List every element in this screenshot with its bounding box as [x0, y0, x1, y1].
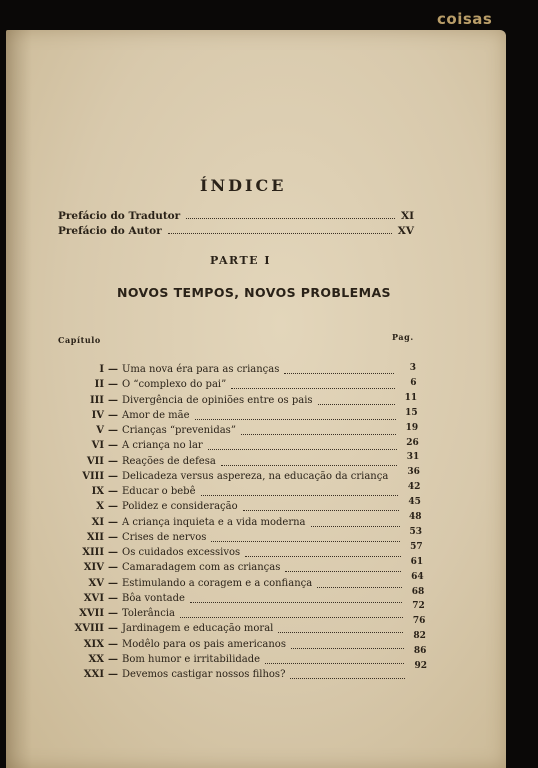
leader-dots: [265, 662, 404, 664]
chapter-page: 42: [407, 482, 421, 493]
toc-row: [48, 482, 428, 500]
chapter-number: XIV: [83, 562, 104, 574]
chapter-page: 48: [408, 512, 422, 522]
chapter-title: Bom humor e irritabilidade: [122, 653, 261, 665]
leader-dots: [290, 677, 405, 679]
dash-separator: —: [108, 516, 118, 528]
toc-row: [48, 512, 428, 531]
chapter-title: Bôa vontade: [122, 592, 185, 604]
leader-dots: [311, 525, 400, 527]
chapter-page: 11: [404, 392, 418, 403]
toc-row: [48, 541, 428, 561]
chapter-title: Devemos castigar nossos filhos?: [122, 669, 286, 680]
chapter-page: 72: [412, 601, 425, 612]
chapter-number: II: [94, 379, 104, 391]
chapter-column-header: Capítulo: [58, 335, 101, 345]
toc-row: [48, 392, 428, 409]
preface-translator-entry: [58, 210, 414, 222]
chapter-title: Polidez e consideração: [122, 501, 238, 513]
toc-row: [48, 631, 428, 653]
index-title: ÍNDICE: [200, 176, 287, 195]
part-label: PARTE I: [210, 254, 271, 267]
leader-dots: [243, 509, 399, 511]
chapter-number: III: [89, 394, 104, 406]
chapter-title: Reações de defesa: [122, 455, 216, 467]
toc-row: [48, 452, 428, 470]
chapter-page: 3: [409, 363, 416, 373]
leader-dots: [317, 586, 402, 588]
preface-translator-page: XI: [400, 210, 414, 222]
chapter-number: X: [96, 501, 104, 513]
chapter-page: 82: [413, 631, 426, 642]
toc-row: [48, 556, 428, 576]
page-gutter-shadow: [6, 30, 32, 768]
toc-row: [48, 364, 428, 378]
dash-separator: —: [108, 653, 118, 665]
chapter-number: XVII: [79, 608, 104, 619]
toc-row: [48, 601, 428, 622]
chapter-title: Camaradagem com as crianças: [122, 562, 281, 574]
chapter-number: XVIII: [74, 623, 104, 635]
preface-author-label: Prefácio do Autor: [58, 225, 162, 237]
dash-separator: —: [108, 455, 118, 467]
leader-dots: [245, 555, 401, 557]
toc-row: [48, 379, 428, 393]
chapter-number: XXI: [83, 669, 104, 680]
leader-dots: [241, 433, 396, 435]
leader-dots: [291, 647, 404, 649]
chapter-number: XIX: [83, 638, 104, 650]
chapter-page: 53: [409, 526, 423, 537]
dash-separator: —: [108, 562, 118, 574]
toc-row: [48, 661, 428, 683]
chapter-number: VI: [91, 440, 104, 452]
toc-row: [48, 616, 428, 637]
chapter-page: 45: [408, 497, 421, 508]
chapter-title: Delicadeza versus aspereza, na educação da criança: [122, 470, 389, 482]
chapter-page: 26: [406, 437, 419, 448]
toc-row: [48, 646, 428, 668]
chapter-title: Amor de mãe: [122, 409, 190, 421]
chapter-page: 61: [410, 556, 424, 567]
chapter-number: V: [96, 425, 104, 436]
page-column-header: Pag.: [392, 332, 414, 342]
leader-dots: [221, 464, 397, 466]
chapter-title: Crianças “prevenidas”: [122, 425, 236, 436]
chapter-title: Jardinagem e educação moral: [122, 623, 274, 635]
chapter-page: 86: [413, 646, 427, 657]
chapter-title: Educar o bebê: [122, 486, 196, 497]
chapter-title: Divergência de opiniões entre os pais: [122, 394, 313, 406]
leader-dots: [285, 570, 401, 572]
leader-dots: [208, 448, 397, 450]
dash-separator: —: [108, 409, 118, 421]
dash-separator: —: [108, 425, 118, 436]
chapter-title: A criança inquieta e a vida moderna: [122, 516, 306, 528]
leader-dots: [284, 372, 394, 374]
chapter-title: A criança no lar: [122, 440, 203, 452]
leader-dots: [211, 540, 400, 542]
chapter-number: VII: [86, 455, 104, 467]
leader-dots: [231, 387, 395, 389]
chapter-page: 92: [414, 661, 427, 671]
chapter-title: Crises de nervos: [122, 531, 207, 543]
chapter-number: XVI: [83, 592, 104, 604]
dash-separator: —: [108, 470, 118, 482]
toc-row: [48, 467, 428, 485]
chapter-page: 36: [407, 467, 420, 478]
leader-dots: [190, 601, 402, 603]
dash-separator: —: [108, 440, 118, 452]
toc-row: [48, 571, 428, 592]
chapter-number: VIII: [82, 470, 104, 482]
preface-translator-label: Prefácio do Tradutor: [58, 210, 181, 222]
chapter-title: Estimulando a coragem e a confiança: [122, 577, 313, 589]
chapter-number: IX: [91, 486, 104, 497]
chapter-page: 6: [410, 377, 417, 388]
chapter-number: XIII: [82, 547, 104, 558]
dash-separator: —: [108, 638, 118, 650]
toc-row: [48, 497, 428, 515]
leader-dots: [168, 232, 392, 234]
toc-row: [48, 422, 428, 439]
chapter-page: 76: [412, 616, 426, 627]
leader-dots: [195, 418, 396, 420]
leader-dots: [318, 403, 395, 405]
toc-row: [48, 526, 428, 546]
dash-separator: —: [108, 547, 118, 558]
chapter-number: XX: [88, 653, 104, 665]
chapter-number: I: [99, 364, 104, 375]
toc-row: [48, 407, 428, 424]
dash-separator: —: [108, 577, 118, 589]
chapter-page: 19: [405, 422, 419, 433]
leader-dots: [186, 217, 395, 219]
chapter-title: Tolerância: [122, 608, 175, 619]
leader-dots: [180, 616, 403, 618]
dash-separator: —: [108, 592, 118, 604]
preface-author-page: XV: [397, 225, 414, 237]
dash-separator: —: [108, 379, 118, 391]
dash-separator: —: [108, 623, 118, 635]
chapter-title: Modêlo para os pais americanos: [122, 638, 286, 650]
dash-separator: —: [108, 394, 118, 406]
toc-row: [48, 437, 428, 454]
chapter-page: 15: [405, 407, 418, 418]
leader-dots: [201, 494, 398, 496]
toc-row: [48, 586, 428, 607]
chapter-number: XV: [88, 577, 104, 589]
dash-separator: —: [108, 669, 118, 680]
dash-separator: —: [108, 486, 118, 497]
chapter-number: XI: [91, 516, 104, 528]
chapter-page: 68: [411, 586, 425, 597]
watermark-logo: coisas: [437, 10, 493, 28]
chapter-title: Uma nova éra para as crianças: [122, 364, 280, 375]
chapter-page: 64: [411, 571, 424, 582]
chapter-page: 31: [406, 452, 420, 463]
leader-dots: [278, 631, 403, 633]
chapter-number: IV: [91, 409, 104, 421]
dash-separator: —: [108, 501, 118, 513]
preface-author-entry: [58, 225, 414, 237]
dash-separator: —: [108, 531, 118, 543]
chapter-number: XII: [86, 531, 104, 543]
part-title: NOVOS TEMPOS, NOVOS PROBLEMAS: [117, 285, 391, 300]
chapter-page: 57: [410, 541, 423, 552]
chapter-title: Os cuidados excessivos: [122, 547, 241, 558]
dash-separator: —: [108, 364, 118, 375]
dash-separator: —: [108, 608, 118, 619]
chapter-title: O “complexo do pai”: [122, 379, 227, 391]
